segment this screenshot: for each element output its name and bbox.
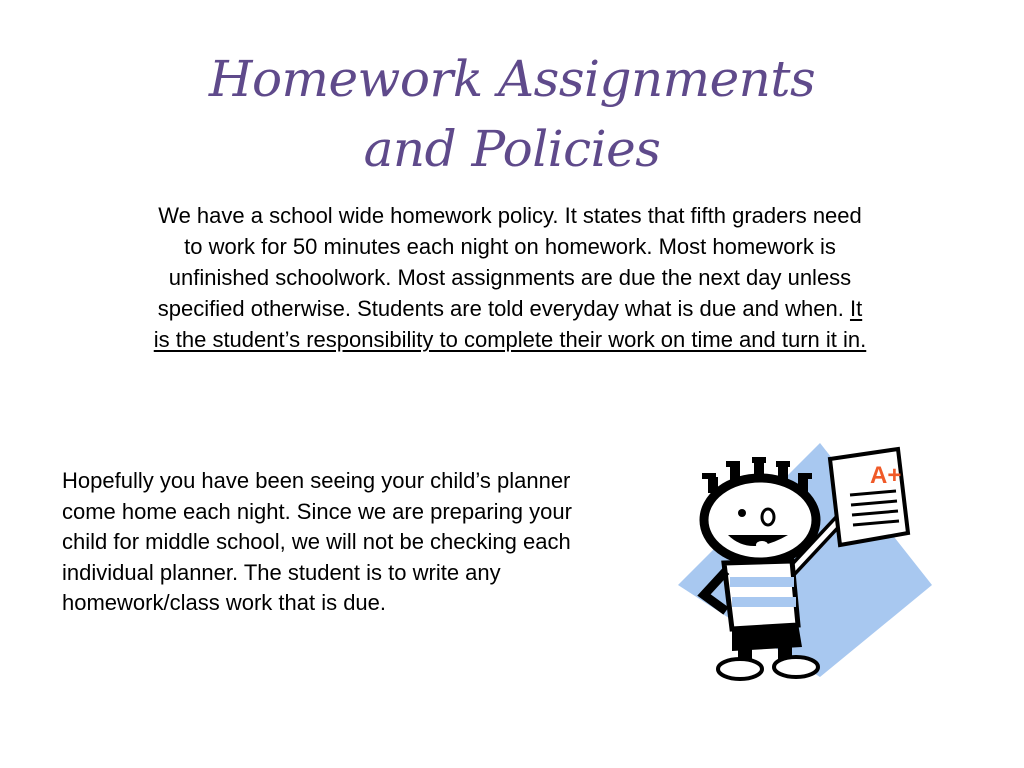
- homework-policy-paragraph: [150, 200, 870, 355]
- planner-paragraph: Hopefully you have been seeing your child’s planner come home each night. Since we are preparing your child for middle school, we will not be checking each individual planner. The student is to write any homework/class work that is due.: [62, 468, 572, 615]
- tongue: [756, 541, 768, 549]
- policy-emphasis: It is the student’s responsibility to complete their work on time and turn it in.: [153, 296, 867, 352]
- striped-shirt: [724, 561, 798, 629]
- title-line-1: Homework Assignments: [208, 50, 816, 108]
- student-holding-a-plus-paper-icon: [670, 435, 940, 685]
- head: [704, 478, 816, 562]
- policy-text: We have a school wide homework policy. It states that fifth graders need to work for 50 minutes each night on homework. Most homework is unfinished schoolwork. Most assignments are due the next day unless specified otherwise. Students are told everyday what is due and when.: [157, 203, 862, 321]
- right-shoe: [774, 657, 818, 677]
- grade-label: A+: [870, 462, 902, 489]
- slide-title: [0, 44, 1024, 184]
- left-eye: [738, 509, 746, 517]
- left-shoe: [718, 659, 762, 679]
- student-clipart: [670, 435, 940, 685]
- graded-paper: [830, 449, 908, 545]
- title-line-2: and Policies: [363, 120, 661, 178]
